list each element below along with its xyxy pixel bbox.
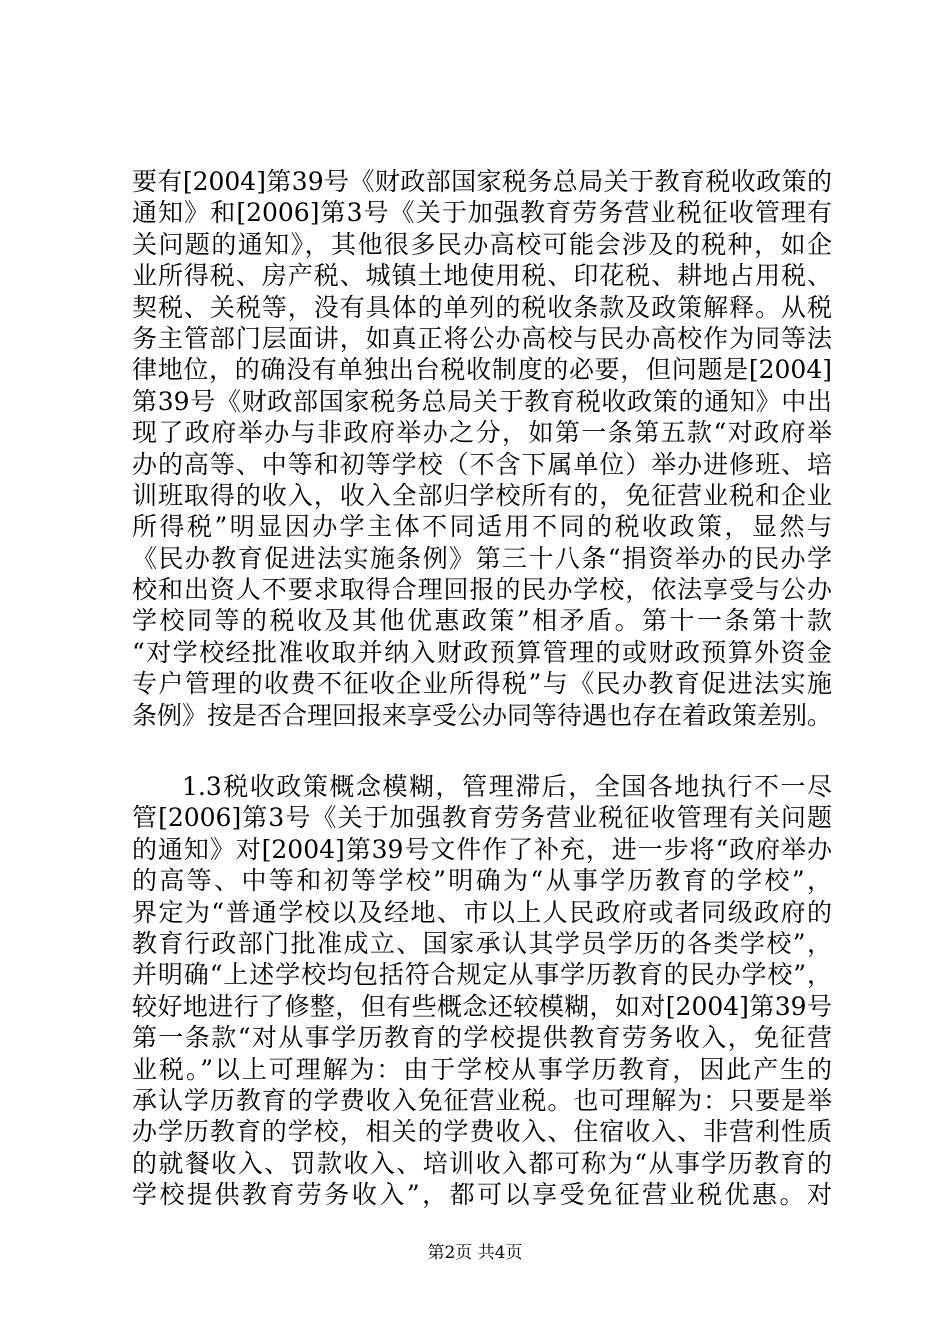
text-line: 并明确“上述学校均包括符合规定从事学历教育的民办学校”， xyxy=(132,960,832,990)
text-line: 《民办教育促进法实施条例》第三十八条“捐资举办的民办学 xyxy=(132,543,832,573)
text-line: “对学校经批准收取并纳入财政预算管理的或财政预算外资金 xyxy=(132,637,832,667)
text-line: 较好地进行了修整，但有些概念还较模糊，如对[2004]第39号 xyxy=(132,991,832,1021)
text-line: 第一条款“对从事学历教育的学校提供教育劳务收入，免征营 xyxy=(132,1023,832,1053)
text-line: 的高等、中等和初等学校”明确为“从事学历教育的学校”， xyxy=(132,866,832,896)
page-number-label: 第2页 共4页 xyxy=(427,1243,523,1263)
document-body xyxy=(132,166,832,1211)
paragraph-spacer xyxy=(132,731,832,771)
text-line: 业所得税、房产税、城镇土地使用税、印花税、耕地占用税、 xyxy=(132,261,832,291)
text-line: 管[2006]第3号《关于加强教育劳务营业税征收管理有关问题 xyxy=(132,803,832,833)
text-line: 办学历教育的学校，相关的学费收入、住宿收入、非营利性质 xyxy=(132,1117,832,1147)
text-line: 校和出资人不要求取得合理回报的民办学校，依法享受与公办 xyxy=(132,575,832,605)
text-line: 现了政府举办与非政府举办之分，如第一条第五款“对政府举 xyxy=(132,418,832,448)
text-line: 第39号《财政部国家税务总局关于教育税收政策的通知》中出 xyxy=(132,386,832,416)
text-line: 通知》和[2006]第3号《关于加强教育劳务营业税征收管理有 xyxy=(132,198,832,228)
text-line: 律地位，的确没有单独出台税收制度的必要，但问题是[2004] xyxy=(132,355,832,385)
text-line: 的就餐收入、罚款收入、培训收入都可称为“从事学历教育的 xyxy=(132,1148,832,1178)
text-line: 训班取得的收入，收入全部归学校所有的，免征营业税和企业 xyxy=(132,480,832,510)
text-line: 要有[2004]第39号《财政部国家税务总局关于教育税收政策的 xyxy=(132,167,832,196)
text-line: 业税。”以上可理解为：由于学校从事学历教育，因此产生的 xyxy=(132,1054,832,1084)
section-heading-line: 1.3税收政策概念模糊，管理滞后，全国各地执行不一尽 xyxy=(182,772,832,802)
text-line: 教育行政部门批准成立、国家承认其学员学历的各类学校”， xyxy=(132,928,832,958)
text-line: 学校同等的税收及其他优惠政策”相矛盾。第十一条第十款 xyxy=(132,606,832,636)
text-line: 界定为“普通学校以及经地、市以上人民政府或者同级政府的 xyxy=(132,897,832,927)
text-line: 关问题的通知》，其他很多民办高校可能会涉及的税种，如企 xyxy=(132,229,832,259)
text-line: 的通知》对[2004]第39号文件作了补充，进一步将“政府举办 xyxy=(132,834,832,864)
text-line: 务主管部门层面讲，如真正将公办高校与民办高校作为同等法 xyxy=(132,323,832,353)
paragraph-section-1-3 xyxy=(132,771,832,1210)
page-footer xyxy=(0,1243,950,1263)
text-line: 所得税”明显因办学主体不同适用不同的税收政策，显然与 xyxy=(132,512,832,542)
text-line: 学校提供教育劳务收入”，都可以享受免征营业税优惠。对 xyxy=(132,1180,832,1210)
text-line: 条例》按是否合理回报来享受公办同等待遇也存在着政策差别。 xyxy=(132,700,833,730)
text-line: 承认学历教育的学费收入免征营业税。也可理解为：只要是举 xyxy=(132,1085,832,1115)
paragraph-tax-policy xyxy=(132,166,832,731)
text-line: 专户管理的收费不征收企业所得税”与《民办教育促进法实施 xyxy=(132,669,832,699)
text-line: 契税、关税等，没有具体的单列的税收条款及政策解释。从税 xyxy=(132,292,832,322)
text-line: 办的高等、中等和初等学校（不含下属单位）举办进修班、培 xyxy=(132,449,832,479)
